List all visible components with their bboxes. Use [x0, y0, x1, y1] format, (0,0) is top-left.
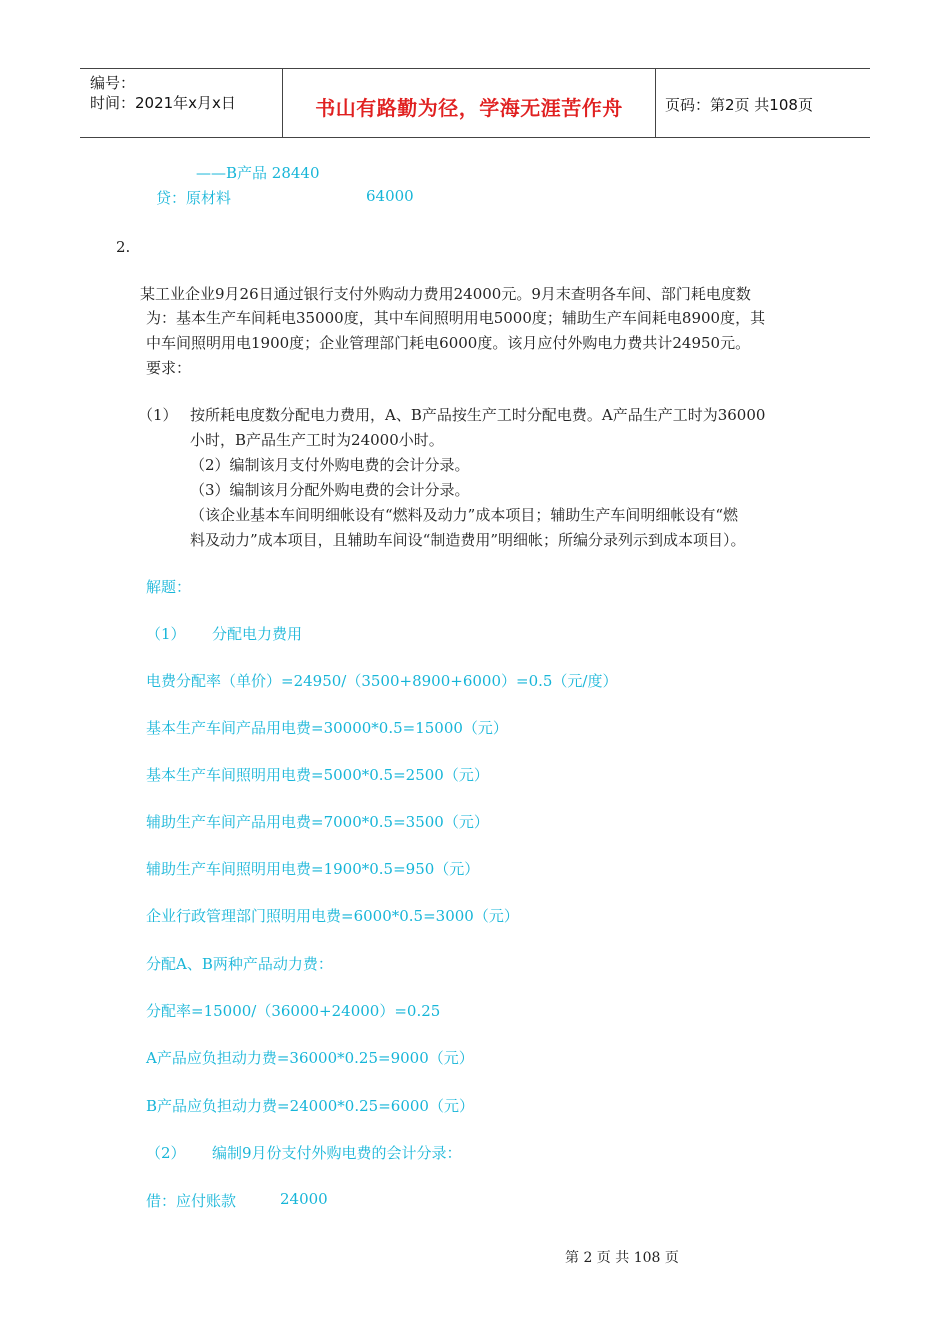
debit-value: 24000	[280, 1190, 328, 1208]
note-line-2: 料及动力”成本项目，且辅助车间设“制造费用”明细帐；所编分录列示到成本项目）。	[190, 531, 746, 549]
carry-line-2-label: 贷：原材料	[156, 189, 232, 207]
answer-title: 解题：	[146, 578, 192, 596]
answer-line-ab-heading: 分配A、B两种产品动力费：	[146, 955, 333, 973]
debit-label: 借：应付账款	[146, 1192, 237, 1210]
question-line-4: 要求：	[146, 359, 192, 377]
answer-line-rate: 电费分配率（单价）=24950/（3500+8900+6000）=0.5（元/度）	[146, 672, 618, 690]
time-label: 时间：2021年x月x日	[90, 94, 236, 112]
code-label: 编号：	[90, 74, 136, 92]
req1-line-2: 小时，B产品生产工时为24000小时。	[190, 431, 444, 449]
answer-line-aux-product: 辅助生产车间产品用电费=7000*0.5=3500（元）	[146, 813, 489, 831]
answer-line-basic-lighting: 基本生产车间照明用电费=5000*0.5=2500（元）	[146, 766, 489, 784]
req3-line: （3）编制该月分配外购电费的会计分录。	[190, 481, 470, 499]
answer-line-admin-lighting: 企业行政管理部门照明用电费=6000*0.5=3000（元）	[146, 907, 519, 925]
step2-label: 编制9月份支付外购电费的会计分录：	[212, 1144, 462, 1162]
motto: 书山有路勤为径，学海无涯苦作舟	[315, 96, 623, 120]
answer-line-ab-rate: 分配率=15000/（36000+24000）=0.25	[146, 1002, 441, 1020]
answer-line-b-cost: B产品应负担动力费=24000*0.25=6000（元）	[146, 1097, 474, 1115]
step1-label: 分配电力费用	[212, 625, 303, 643]
page-label: 页码：第2页 共108页	[665, 96, 813, 114]
question-number: 2.	[116, 238, 131, 256]
req2-line: （2）编制该月支付外购电费的会计分录。	[190, 456, 470, 474]
carry-line-1: ——B产品 28440	[196, 164, 320, 182]
page-header	[80, 68, 870, 138]
answer-line-a-cost: A产品应负担动力费=36000*0.25=9000（元）	[146, 1049, 474, 1067]
req1-line-1: 按所耗电度数分配电力费用，A、B产品按生产工时分配电费。A产品生产工时为36000	[190, 406, 766, 424]
answer-line-aux-lighting: 辅助生产车间照明用电费=1900*0.5=950（元）	[146, 860, 480, 878]
carry-line-2-value: 64000	[366, 187, 414, 205]
question-line-3: 中车间照明用电1900度；企业管理部门耗电6000度。该月应付外购电力费共计24950元。	[146, 334, 751, 352]
header-info-cell	[80, 69, 282, 137]
header-page-cell	[655, 69, 870, 137]
step1-number: （1）	[146, 625, 186, 643]
req1-number: （1）	[138, 406, 178, 424]
step2-number: （2）	[146, 1144, 186, 1162]
note-line-1: （该企业基本车间明细帐设有“燃料及动力”成本项目；辅助生产车间明细帐设有“燃	[190, 506, 739, 524]
answer-line-basic-product: 基本生产车间产品用电费=30000*0.5=15000（元）	[146, 719, 508, 737]
page-footer: 第 2 页 共 108 页	[565, 1250, 679, 1266]
question-line-2: 为：基本生产车间耗电35000度，其中车间照明用电5000度；辅助生产车间耗电8900度，其	[146, 309, 766, 327]
header-motto-cell	[282, 69, 656, 137]
question-line-1: 某工业企业9月26日通过银行支付外购动力费用24000元。9月末查明各车间、部门耗电度数	[140, 285, 751, 303]
